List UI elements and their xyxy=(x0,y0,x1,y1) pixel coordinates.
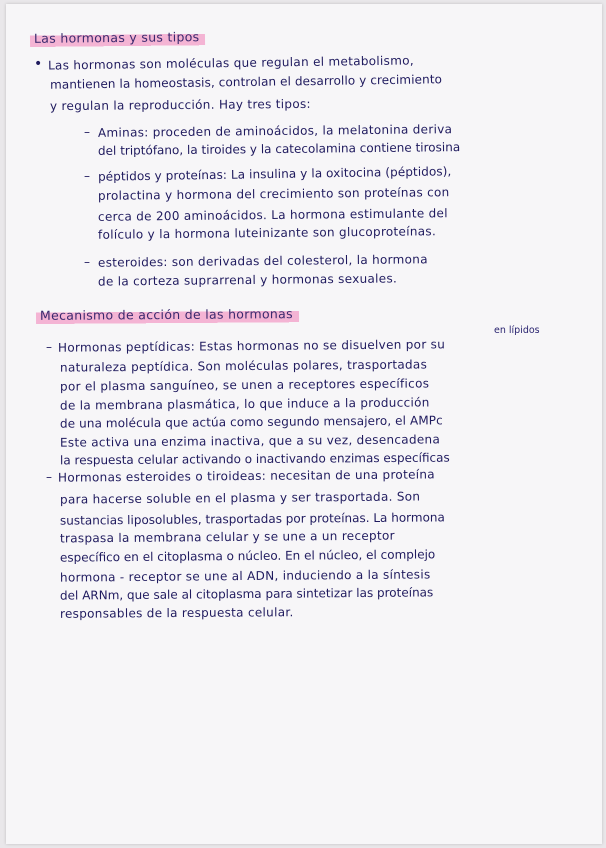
peptidos-line: péptidos y proteínas: La insulina y la oxitocina (péptidos), xyxy=(97,164,452,184)
intro-line: Las hormonas son moléculas que regulan el metabolismo, xyxy=(47,53,415,73)
dash-marker: – xyxy=(46,470,53,484)
peptidicas-line: naturaleza peptídica. Son moléculas polares, trasportadas xyxy=(59,357,428,375)
intro-line: mantienen la homeostasis, controlan el desarrollo y crecimiento xyxy=(49,72,443,92)
intro-line: y regulan la reproducción. Hay tres tipos: xyxy=(49,96,311,114)
aminas-line: Aminas: proceden de aminoácidos, la melatonina deriva xyxy=(97,122,453,140)
notebook-page xyxy=(6,4,602,844)
peptidicas-line: la respuesta celular activando o inactivando enzimas específicas xyxy=(59,450,450,468)
esteroideas-line: responsables de la respuesta celular. xyxy=(59,605,294,621)
bullet-dot: • xyxy=(34,56,43,72)
insertion-note: en lípidos xyxy=(494,325,540,336)
peptidicas-line: por el plasma sanguíneo, se unen a receptores específicos xyxy=(59,376,430,394)
peptidicas-line: Hormonas peptídicas: Estas hormonas no se disuelven por su xyxy=(57,337,446,355)
peptidicas-line: de una molécula que actúa como segundo mensajero, el AMPc xyxy=(59,413,443,431)
peptidicas-line: Este activa una enzima inactiva, que a su vez, desencadena xyxy=(59,432,441,450)
esteroideas-line: específico en el citoplasma o núcleo. En el núcleo, el complejo xyxy=(59,547,436,565)
dash-marker: – xyxy=(46,340,53,354)
peptidos-line: cerca de 200 aminoácidos. La hormona estimulante del xyxy=(97,206,448,224)
dash-marker: – xyxy=(84,125,91,139)
esteroideas-line: del ARNm, que sale al citoplasma para sintetizar las proteínas xyxy=(59,585,434,603)
esteroideas-line: para hacerse soluble en el plasma y ser trasportada. Son xyxy=(59,489,421,507)
peptidos-line: folículo y la hormona luteinizante son glucoproteínas. xyxy=(97,224,437,242)
esteroides-line: de la corteza suprarrenal y hormonas sexuales. xyxy=(97,271,398,289)
dash-marker: – xyxy=(84,169,91,183)
section-title-tipos: Las hormonas y sus tipos xyxy=(30,28,206,49)
aminas-line: del triptófano, la tiroides y la catecolamina contiene tirosina xyxy=(97,140,461,158)
section-title-mecanismo: Mecanismo de acción de las hormonas xyxy=(36,305,299,326)
esteroideas-line: traspasa la membrana celular y se une a un receptor xyxy=(59,528,395,546)
peptidicas-line: de la membrana plasmática, lo que induce a la producción xyxy=(59,395,430,413)
dash-marker: – xyxy=(84,255,91,269)
esteroides-line: esteroides: son derivadas del colesterol, la hormona xyxy=(97,252,428,270)
esteroideas-line: sustancias liposolubles, trasportadas por proteínas. La hormona xyxy=(59,510,445,528)
peptidos-line: prolactina y hormona del crecimiento son proteínas con xyxy=(97,185,450,203)
esteroideas-line: hormona - receptor se une al ADN, induciendo a la síntesis xyxy=(59,567,431,585)
esteroideas-line: Hormonas esteroides o tiroideas: necesitan de una proteína xyxy=(57,467,435,485)
